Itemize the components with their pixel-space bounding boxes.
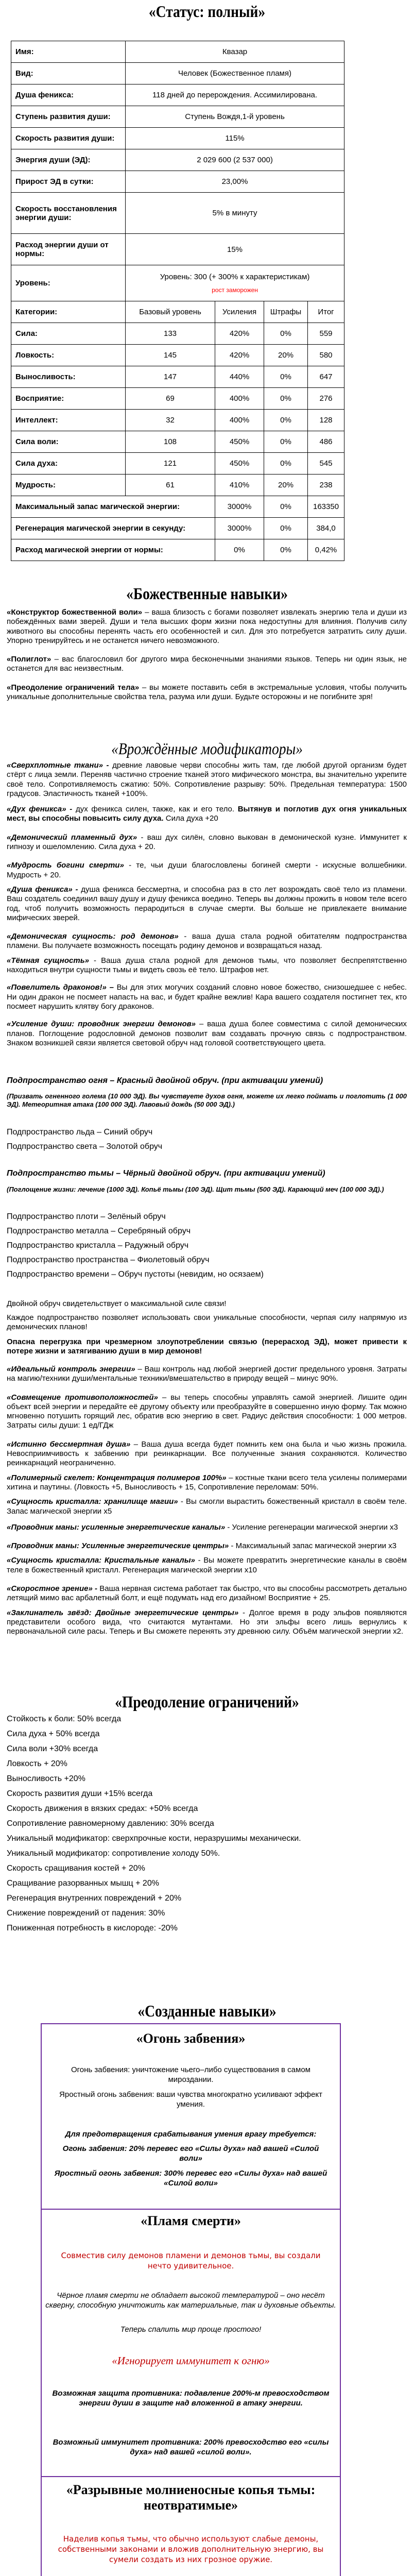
skill-paragraph xyxy=(7,683,407,702)
skill-text: – ваша близость с богами позволяет извлекать энергию тела и души из побеждённых вами зверей. Души и тела высших форм жизни пока недоступны для влияния. Получив силу животного вы способны перенять часть его особенностей и сил. Для это потребуется затратить силу души. Упорно тренируйтесь и не останется ничего невозможного. xyxy=(7,608,407,645)
stat-row xyxy=(11,345,344,366)
magic-name: Регенерация магической энергии в секунду: xyxy=(11,518,215,539)
limit-item: Уникальный модификатор: сопротивление холоду 50%. xyxy=(7,1849,220,1858)
stat-boost: 400% xyxy=(215,388,264,410)
skill-paragraph xyxy=(7,1393,407,1431)
overload-warning: Опасна перегрузка при чрезмерном злоупотреблении связью (перерасход ЭД), может привести к потере жизни и затягиванию души в мир демонов! xyxy=(7,1337,407,1356)
skill-paragraph xyxy=(7,956,407,975)
stat-penalty: 0% xyxy=(264,410,308,431)
limit-item: Сила духа + 50% всегда xyxy=(7,1730,100,1738)
skill-paragraph xyxy=(7,1608,407,1637)
status-label: Ступень развития души: xyxy=(11,106,126,128)
skill-name: «Мудрость богини смерти» xyxy=(7,861,124,870)
stat-boost: 420% xyxy=(215,345,264,366)
created-title: «Созданные навыки» xyxy=(137,2002,277,2020)
death-flame-quote: Теперь спалить мир проще простого! xyxy=(120,2325,262,2334)
stat-boost: 450% xyxy=(215,431,264,453)
skill-name: «Преодоление ограничений тела» xyxy=(7,683,140,692)
fire-subspace-title: Подпространство огня – Красный двойной обруч. (при активации умений) xyxy=(7,1076,323,1085)
dark-subspace-title: Подпространство тьмы – Чёрный двойной обруч. (при активации умений) xyxy=(7,1169,325,1178)
innate-title: «Врождённые модификаторы» xyxy=(111,739,303,758)
death-flame-immunity: Возможный иммунитет противника: 200% превосходство его «силы духа» над вашей «силой воли». xyxy=(53,2438,329,2456)
skill-paragraph xyxy=(7,833,407,852)
status-row xyxy=(11,149,344,171)
skill-name: «Конструктор божественной воли» xyxy=(7,608,143,617)
stat-base: 69 xyxy=(126,388,215,410)
fire-subspace-skills: (Призвать огненного голема (10 000 ЭД). Вы чувствуете духов огня, можете их легко поймать и поглотить (1 000 ЭД). Метеоритная атака (100 000 ЭД). Лавовый дождь (50 000 ЭД).) xyxy=(7,1092,407,1108)
level-cell xyxy=(126,265,344,301)
skill-text: - Долгое время в роду эльфов появляются представители особого вида, что считаются мутантами. Но эти эльфы всего лишь вернулись к первоначальной силе расы. Теперь и Вы сможете перенять эту древнюю силу. Объём магической энергии х2. xyxy=(7,1608,407,1636)
skill-name: «Проводник маны: Усиленные энергетические центры» xyxy=(7,1541,229,1551)
status-value: 23,00% xyxy=(126,171,344,193)
skill-paragraph xyxy=(7,1556,407,1575)
level-row xyxy=(11,265,344,301)
status-row xyxy=(11,193,344,234)
stat-name: Сила духа: xyxy=(11,453,126,474)
status-row xyxy=(11,84,344,106)
skill-paragraph xyxy=(7,655,407,674)
skill-bold-text: Вытянув и поглотив дух огня уникальных мест, вы способны повысить силу духа. xyxy=(7,805,407,823)
stat-boost: 410% xyxy=(215,474,264,496)
spears-title: «Разрывные молниеносные копья тьмы: неотвратимые» xyxy=(66,2482,316,2513)
skill-name: «Совмещение противоположностей» xyxy=(7,1393,158,1402)
status-row xyxy=(11,41,344,63)
status-row xyxy=(11,128,344,149)
limits-list xyxy=(7,1715,407,1939)
stat-row xyxy=(11,410,344,431)
limit-item: Скорость сращивания костей + 20% xyxy=(7,1864,145,1873)
skill-paragraph xyxy=(7,1497,407,1516)
skill-text: душа феникса бессмертна, и способна раз в сто лет возрождать своё тело из пламени. Ваш создатель соединил вашу душу и душу феникса воедино. Теперь вы должны прожить в новом теле всего год, чтоб получить возможность перародиться в случае смерти. Вы больше не привлекаете внимание мифических зверей. xyxy=(7,885,407,922)
magic-penalty: 0% xyxy=(264,539,308,561)
skill-text: – ваша душа более совместима с силой демонических планов. Поглощение родословной демонов позволит вам создавать прочную связь с подпространством. Знаком возникшей связи является световой обруч над головой соответствующего цвета. xyxy=(7,1020,407,1047)
status-label: Скорость восстановления энергии души: xyxy=(11,193,126,234)
divine-list xyxy=(7,608,407,711)
divider xyxy=(41,2476,341,2477)
stat-base: 32 xyxy=(126,410,215,431)
status-title: «Статус: полный» xyxy=(148,2,266,21)
skill-text: - Вы смогли вырастить божественный кристалл в своём теле. Запас магической энергии х5 xyxy=(7,1497,407,1516)
stat-name: Сила воли: xyxy=(11,431,126,453)
skill-paragraph xyxy=(7,1584,407,1603)
magic-boost: 3000% xyxy=(215,496,264,518)
subspace-note: Каждое подпространство позволяет использовать свои уникальные способности, черпая силу напрямую из демонических планов! xyxy=(7,1313,407,1332)
subspace-item: Подпространство кристалла – Радужный обруч xyxy=(7,1241,189,1250)
level-label: Уровень: xyxy=(11,265,126,301)
level-value: Уровень: 300 (+ 300% к характеристикам) xyxy=(160,273,310,281)
skill-text: – Ваш контроль над любой энергией достиг предельного уровня. Затраты на магию/техники души/ментальные техники/вмешательство в природу вещей – минус 90%. xyxy=(7,1365,407,1383)
innate-list xyxy=(7,761,407,1048)
magic-name: Расход магической энергии от нормы: xyxy=(11,539,215,561)
level-frozen-note: рост заморожен xyxy=(212,286,258,294)
stat-total: 128 xyxy=(308,410,344,431)
oblivion-req-2: Яростный огонь забвения: 300% перевес его «Силы духа» над вашей «Силой воли» xyxy=(54,2169,327,2188)
status-label: Расход энергии души от нормы: xyxy=(11,234,126,265)
subspace-item: Подпространство плоти – Зелёный обруч xyxy=(7,1212,166,1221)
skill-name: «Сущность кристалла: Кристальные каналы» xyxy=(7,1556,195,1565)
oblivion-req-title: Для предотвращения срабатывания умения врагу требуется: xyxy=(65,2130,317,2139)
oblivion-title: «Огонь забвения» xyxy=(136,2031,246,2046)
stat-name: Мудрость: xyxy=(11,474,126,496)
stat-total: 238 xyxy=(308,474,344,496)
stat-base: 61 xyxy=(126,474,215,496)
subspace-item: Подпространство пространства – Фиолетовый обруч xyxy=(7,1256,210,1264)
skill-text: - ваша душа стала родной обитателям подпространства пламени. Вы получаете возможность посещать родину демонов и возвращаться назад. xyxy=(7,932,407,951)
magic-name: Максимальный запас магической энергии: xyxy=(11,496,215,518)
stat-row xyxy=(11,323,344,345)
limits-title: «Преодоление ограничений» xyxy=(115,1692,299,1711)
magic-row xyxy=(11,496,344,518)
stat-penalty: 0% xyxy=(264,431,308,453)
skill-name: «Усиление души: проводник энергии демонов» xyxy=(7,1020,196,1029)
status-label: Скорость развития души: xyxy=(11,128,126,149)
stat-base: 147 xyxy=(126,366,215,388)
skill-name: «Скоростное зрение» - xyxy=(7,1584,98,1594)
stat-row xyxy=(11,431,344,453)
skill-paragraph xyxy=(7,1440,407,1468)
magic-boost: 3000% xyxy=(215,518,264,539)
skill-paragraph xyxy=(7,1020,407,1048)
status-row xyxy=(11,234,344,265)
spears-intro: Наделив копья тьмы, что обычно используют слабые демоны, собственными законами и вложив дополнительную энергию, вы сумели создать из них грозное оружие. xyxy=(58,2534,324,2564)
limit-item: Скорость развития души +15% всегда xyxy=(7,1789,153,1798)
status-label: Энергия души (ЭД): xyxy=(11,149,126,171)
subspace-list xyxy=(7,1212,407,1284)
oblivion-desc: Огонь забвения: уничтожение чьего–либо существования в самом мироздании. xyxy=(71,2065,310,2084)
skill-paragraph xyxy=(7,1541,407,1551)
header-category: Категории: xyxy=(11,301,126,323)
skill-text: Ваша нервная система работает так быстро, что вы способны рассмотреть детально летящий мимо вас арбалетный болт, и ещё подумать над его дизайном! Восприятие + 25. xyxy=(7,1584,407,1603)
header-boost: Усиления xyxy=(215,301,264,323)
divider xyxy=(41,2209,341,2210)
limit-item: Сращивание разорванных мышц + 20% xyxy=(7,1879,159,1888)
status-value: Квазар xyxy=(126,41,344,63)
stat-row xyxy=(11,474,344,496)
skill-name: «Заклинатель звёзд: Двойные энергетические центры» xyxy=(7,1608,239,1617)
skill-paragraph xyxy=(7,885,407,923)
skill-name: «Тёмная сущность» xyxy=(7,956,89,965)
magic-row xyxy=(11,539,344,561)
skill-paragraph xyxy=(7,932,407,951)
status-row xyxy=(11,171,344,193)
stats-header-row xyxy=(11,301,344,323)
stat-row xyxy=(11,453,344,474)
limit-item: Снижение повреждений от падения: 30% xyxy=(7,1909,165,1918)
status-value: 15% xyxy=(126,234,344,265)
light-subspace: Подпространство света – Золотой обруч xyxy=(7,1142,163,1151)
skill-name: «Демоническая сущность: род демонов» xyxy=(7,932,179,941)
stat-boost: 420% xyxy=(215,323,264,345)
double-hoop-note: Двойной обруч свидетельствует о максимальной силе связи! xyxy=(7,1299,227,1308)
skill-tail: Сила духа +20 xyxy=(163,814,218,823)
stat-total: 545 xyxy=(308,453,344,474)
skill-name: «Душа феникса» - xyxy=(7,885,78,894)
status-value: 118 дней до перерождения. Ассимилирована. xyxy=(126,84,344,106)
skill-text: – вы теперь способны управлять самой энергией. Лишите один объект всей энергии и передайте её другому объекту или преобразуйте в совершенно иную форму. Так можно мгновенно потушить горящий лес, обратив всю энергию в свет. Радиус действия способности: 1 000 метров. Затраты силы души: 1 ед/ГДж xyxy=(7,1393,407,1430)
skill-text: - Максимальный запас магической энергии х3 xyxy=(229,1541,397,1551)
death-flame-desc: Чёрное пламя смерти не обладает высокой температурой – оно несёт скверну, способную уничтожить как материальные, так и духовные объекты. xyxy=(45,2291,336,2310)
death-flame-intro: Совместив силу демонов пламени и демонов тьмы, вы создали нечто удивительное. xyxy=(61,2251,321,2270)
skill-name: «Проводник маны: усиленные энергетические каналы» xyxy=(7,1522,226,1532)
skill-paragraph xyxy=(7,761,407,799)
skill-text: – костные ткани всего тела усилены полимерами хитина и паутины. (Ловкость +5, Выносливость + 15, Сопротивление переломам: 50%. xyxy=(7,1473,407,1492)
stat-total: 559 xyxy=(308,323,344,345)
stat-total: 647 xyxy=(308,366,344,388)
limit-item: Уникальный модификатор: сверхпрочные кости, неразрушимы механически. xyxy=(7,1834,301,1843)
skill-name: «Истинно бессмертная душа» xyxy=(7,1439,131,1449)
oblivion-fury-desc: Яростный огонь забвения: ваши чувства многократно усиливают эффект умения. xyxy=(59,2090,322,2109)
skill-paragraph xyxy=(7,608,407,646)
skill-name: «Полиглот» xyxy=(7,655,51,664)
stat-name: Восприятие: xyxy=(11,388,126,410)
stat-total: 580 xyxy=(308,345,344,366)
skill-text: - Ваша душа стала родной для демонов тьмы, что позволяет беспрепятственно находиться внутри сущности тьмы и видеть свозь её тело. Штрафов нет. xyxy=(7,956,407,975)
limit-item: Сопротивление равномерному давлению: 30% всегда xyxy=(7,1819,214,1828)
status-value: Ступень Вождя,1-й уровень xyxy=(126,106,344,128)
header-penalty: Штрафы xyxy=(264,301,308,323)
magic-penalty: 0% xyxy=(264,496,308,518)
stat-name: Выносливость: xyxy=(11,366,126,388)
header-total: Итог xyxy=(308,301,344,323)
subspace-item: Подпространство времени – Обруч пустоты (невидим, но осязаем) xyxy=(7,1270,264,1279)
status-value: 115% xyxy=(126,128,344,149)
stat-total: 276 xyxy=(308,388,344,410)
skill-text: - те, чьи души благословлены богиней смерти - искусные волшебники. Мудрость + 20. xyxy=(7,861,407,879)
limit-item: Пониженная потребность в кислороде: -20% xyxy=(7,1924,178,1933)
skill-name: «Дух феникса» - xyxy=(7,805,73,814)
stat-penalty: 20% xyxy=(264,345,308,366)
stat-penalty: 0% xyxy=(264,388,308,410)
oblivion-req-1: Огонь забвения: 20% перевес его «Силы духа» над вашей «Силой воли» xyxy=(62,2144,319,2163)
stat-base: 108 xyxy=(126,431,215,453)
skill-name: «Повелитель драконов!» – xyxy=(7,983,114,992)
skill-text: – вас благословил бог другого мира бесконечными знаниями языков. Теперь ни один язык, не останется для вас неизвестным. xyxy=(7,655,407,673)
status-label: Душа феникса: xyxy=(11,84,126,106)
status-value: 5% в минуту xyxy=(126,193,344,234)
ice-subspace: Подпространство льда – Синий обруч xyxy=(7,1128,153,1137)
stat-boost: 440% xyxy=(215,366,264,388)
status-value: Человек (Божественное пламя) xyxy=(126,63,344,84)
stat-penalty: 20% xyxy=(264,474,308,496)
skill-text: - Усиление регенерации магической энергии х3 xyxy=(225,1522,398,1532)
skill-text: Вы для этих могучих созданий словно новое божество, снизошедшее с небес. Ни один дракон не посмеет напасть на вас, и будет крайне вежлив! Кара вашего создателя постигнет тех, кто посмеет нарушить клятву богу драконов. xyxy=(7,983,407,1011)
stat-penalty: 0% xyxy=(264,323,308,345)
stat-base: 121 xyxy=(126,453,215,474)
skill-paragraph xyxy=(7,805,407,824)
death-flame-perk: «Игнорирует иммунитет к огню» xyxy=(112,2354,270,2367)
limit-item: Скорость движения в вязких средах: +50% всегда xyxy=(7,1804,198,1813)
skill-text: древние лавовые черви способны жить там, где любой другой организм будет стёрт с лица земли. Переняв частично строение тканей этого мифического монстра, вы значительно укрепите своё тело. Сопротивляемость сжатию: 50%. Сопротивление разрыву: 50%. Предельная температура: 1500 градусов. Эластичность тканей +100%. xyxy=(7,761,407,798)
limit-item: Сила воли +30% всегда xyxy=(7,1744,98,1753)
skill-paragraph xyxy=(7,1473,407,1493)
limit-item: Выносливость +20% xyxy=(7,1774,85,1783)
magic-boost: 0% xyxy=(215,539,264,561)
death-flame-defense: Возможная защита противника: подавление 200%-м превосходством энергии души в защите над вложенной в атаку энергии. xyxy=(52,2389,330,2408)
stat-penalty: 0% xyxy=(264,366,308,388)
stat-row xyxy=(11,366,344,388)
status-label: Вид: xyxy=(11,63,126,84)
status-table xyxy=(11,41,344,561)
magic-total: 163350 xyxy=(308,496,344,518)
skill-name: «Сущность кристалла: хранилище магии» xyxy=(7,1497,178,1506)
magic-penalty: 0% xyxy=(264,518,308,539)
stat-boost: 400% xyxy=(215,410,264,431)
skill-text: - Вы можете превратить энергетические каналы в своём теле в божественный кристалл. Регенерация магической энергии х10 xyxy=(7,1556,407,1574)
skill-paragraph xyxy=(7,1523,407,1532)
skill-paragraph xyxy=(7,983,407,1011)
magic-total: 0,42% xyxy=(308,539,344,561)
limit-item: Ловкость + 20% xyxy=(7,1759,67,1768)
dark-subspace-skills: (Поглощение жизни: лечение (1000 ЭД). Копьё тьмы (100 ЭД). Щит тьмы (500 ЭД). Карающий меч (100 000 ЭД).) xyxy=(7,1185,384,1193)
stat-name: Ловкость: xyxy=(11,345,126,366)
status-label: Имя: xyxy=(11,41,126,63)
skill-name: «Демонический пламенный дух» xyxy=(7,833,137,842)
divine-title: «Божественные навыки» xyxy=(126,584,288,603)
stat-boost: 450% xyxy=(215,453,264,474)
header-base: Базовый уровень xyxy=(126,301,215,323)
status-value: 2 029 600 (2 537 000) xyxy=(126,149,344,171)
magic-row xyxy=(11,518,344,539)
status-label: Прирост ЭД в сутки: xyxy=(11,171,126,193)
stat-row xyxy=(11,388,344,410)
skill-paragraph xyxy=(7,1365,407,1384)
skill-text: – вы можете поставить себя в экстремальные условия, чтобы получить уникальные дополнительные свойства тела, разума или души. Будьте осторожны и не погибните зря! xyxy=(7,683,407,702)
innate-list-2 xyxy=(7,1365,407,1637)
subspace-item: Подпространство металла – Серебряный обруч xyxy=(7,1227,191,1235)
stat-base: 145 xyxy=(126,345,215,366)
skill-paragraph xyxy=(7,861,407,880)
skill-text: – Ваша душа всегда будет помнить кем она была и чью жизнь прожила. Невосприимчивость к забвению при реинкарнации. Все полученные знания сохраняются. Количество реинкарнаций неограниченно. xyxy=(7,1439,407,1468)
skill-text: дух феникса силен, также, как и его тело. xyxy=(72,805,238,814)
status-row xyxy=(11,63,344,84)
status-row xyxy=(11,106,344,128)
death-flame-title: «Пламя смерти» xyxy=(141,2213,241,2228)
stat-penalty: 0% xyxy=(264,453,308,474)
magic-total: 384,0 xyxy=(308,518,344,539)
skill-text: - ваш дух силён, словно выкован в демонической кузне. Иммунитет к гипнозу и ошеломлению. Сила духа + 20. xyxy=(7,833,407,852)
stat-name: Сила: xyxy=(11,323,126,345)
skill-name: «Сверхплотные ткани» - xyxy=(7,761,109,770)
limit-item: Регенерация внутренних повреждений + 20% xyxy=(7,1894,182,1903)
limit-item: Стойкость к боли: 50% всегда xyxy=(7,1715,122,1723)
stat-base: 133 xyxy=(126,323,215,345)
skill-name: «Полимерный скелет: Концентрация полимеров 100%» xyxy=(7,1473,227,1482)
stat-name: Интеллект: xyxy=(11,410,126,431)
stat-total: 486 xyxy=(308,431,344,453)
skill-name: «Идеальный контроль энергии» xyxy=(7,1365,135,1374)
